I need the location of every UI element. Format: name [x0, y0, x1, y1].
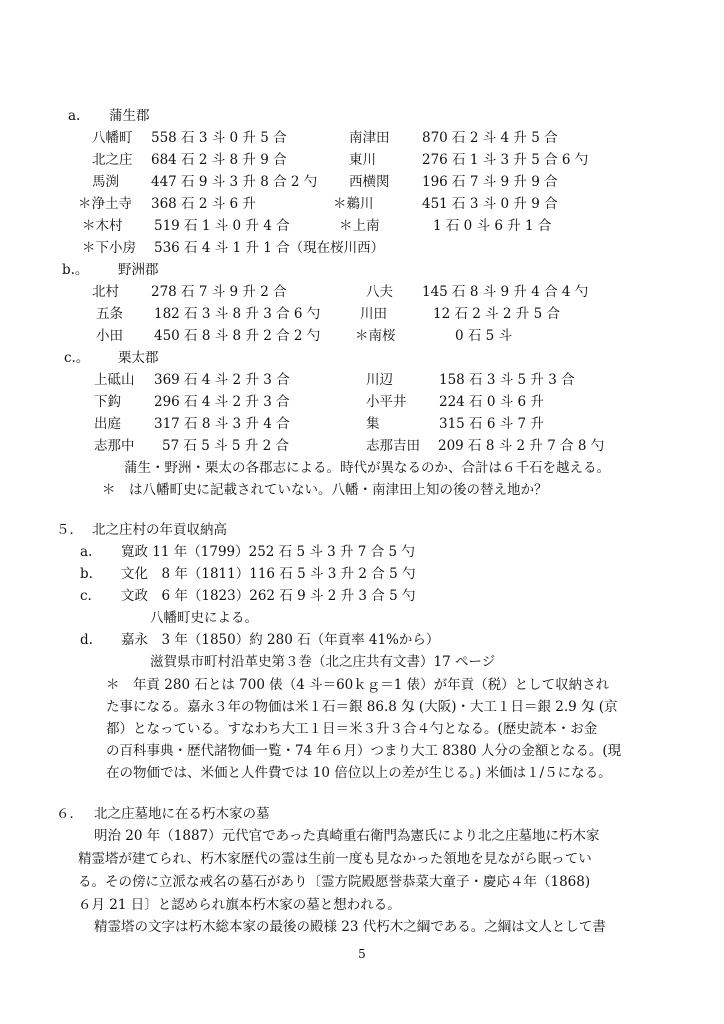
village-yield: 57 石 5 斗 5 升 2 合: [162, 438, 289, 454]
section-5-title: 北之庄村の年貢収納高: [92, 522, 227, 538]
village-yield: 317 石 8 斗 3 升 4 合: [154, 416, 290, 432]
village-yield: 536 石 4 斗 1 升 1 合（現在桜川西）: [154, 240, 385, 256]
list-item: 寛政 11 年（1799）252 石 5 斗 3 升 7 合 5 勺: [121, 544, 415, 560]
asterisk-note: ＊ は八幡町史に記載されていない。八幡・南津田上知の後の替え地か？: [102, 482, 548, 498]
paragraph-line: 精霊塔が建てられ、朽木家歴代の霊は生前一度も見なかった領地を見ながら眠ってい: [78, 851, 592, 867]
village-yield: 209 石 8 斗 2 升 7 合 8 勺: [438, 438, 605, 454]
section-b-title: 野洲郡: [118, 262, 159, 278]
village-yield: 368 石 2 斗 6 升: [151, 196, 256, 212]
village-name: 集: [366, 416, 380, 432]
village-yield: 451 石 3 斗 0 升 9 合: [422, 196, 558, 212]
section-5-number: ５．: [56, 522, 83, 538]
village-yield: 296 石 4 斗 2 升 3 合: [154, 394, 290, 410]
village-yield: 224 石 0 斗 6 升: [439, 394, 544, 410]
village-yield: 519 石 1 斗 0 升 4 合: [154, 218, 290, 234]
village-name: 川田: [360, 306, 387, 322]
paragraph-line: る。その傍に立派な戒名の墓石があり〔霊方院殿愿誉恭菜大童子・慶応４年（1868): [78, 874, 591, 890]
page-number: 5: [358, 947, 366, 961]
list-item: 文政 6 年（1823）262 石 9 斗 2 升 3 合 5 勺: [121, 588, 416, 604]
paragraph-line: ６月 21 日〕と認められ旗本朽木家の墓と想われる。: [78, 897, 401, 913]
village-yield: 276 石 1 斗 3 升 5 合 6 勺: [422, 152, 589, 168]
section-a-letter: a.: [68, 108, 81, 124]
paragraph-line: 在の物価では、米価と人件費では 10 倍位以上の差が生じる。) 米価は１/５になる。: [106, 765, 612, 781]
village-yield: 196 石 7 斗 9 升 9 合: [422, 174, 558, 190]
village-yield: 145 石 8 斗 9 升 4 合 4 勺: [422, 284, 589, 300]
village-name: ＊鵜川: [333, 196, 374, 212]
village-yield: 182 石 3 斗 8 升 3 合 6 勺: [154, 306, 321, 322]
list-item: 文化 8 年（1811）116 石 5 斗 3 升 2 合 5 勺: [121, 566, 416, 582]
village-name: 小田: [96, 328, 123, 344]
village-name: ＊下小房: [82, 240, 136, 256]
village-name: 上砥山: [94, 372, 135, 388]
section-6-number: ６．: [56, 806, 83, 822]
village-yield: 369 石 4 斗 2 升 3 合: [154, 372, 290, 388]
village-name: 南津田: [349, 130, 390, 146]
village-yield: 1 石 0 斗 6 升 1 合: [433, 218, 552, 234]
list-item-letter: d.: [80, 632, 93, 648]
section-6-title: 北之庄墓地に在る朽木家の墓: [94, 806, 270, 822]
village-yield: 12 石 2 斗 2 升 5 合: [433, 306, 560, 322]
paragraph-line: 明治 20 年（1887）元代官であった真崎重右衛門為憲氏により北之庄墓地に朽木家: [94, 828, 600, 844]
section-b-letter: b.。: [62, 262, 89, 278]
village-yield: 684 石 2 斗 8 升 9 合: [151, 152, 287, 168]
village-name: 小平井: [366, 394, 407, 410]
section-c-letter: c.。: [64, 350, 90, 366]
paragraph-line: ＊ 年貢 280 石とは 700 俵（4 斗＝60ｋｇ＝1 俵）が年貢（税）として収納され: [106, 677, 610, 693]
section-c-title: 栗太郡: [118, 350, 159, 366]
source-citation: 八幡町史による。: [150, 610, 258, 626]
village-name: 西横関: [349, 174, 390, 190]
village-name: 志那中: [94, 438, 135, 454]
village-yield: 0 石 5 斗: [455, 328, 513, 344]
village-yield: 558 石 3 斗 0 升 5 合: [151, 130, 287, 146]
village-yield: 450 石 8 斗 8 升 2 合 2 勺: [154, 328, 321, 344]
village-name: 八夫: [366, 284, 393, 300]
village-name: 北村: [92, 284, 119, 300]
source-citation: 滋賀県市町村沿革史第３巻（北之庄共有文書）17 ページ: [150, 654, 496, 670]
paragraph-line: 都）となっている。すなわち大工１日＝米３升３合４勺となる。(歴史読本・お金: [106, 721, 598, 737]
village-yield: 447 石 9 斗 3 升 8 合 2 勺: [151, 174, 318, 190]
village-name: 馬渕: [92, 174, 119, 190]
village-name: 東川: [349, 152, 376, 168]
village-yield: 315 石 6 斗 7 升: [439, 416, 544, 432]
paragraph-line: 精霊塔の文字は朽木総本家の最後の殿様 23 代朽木之綱である。之綱は文人として書: [94, 919, 606, 935]
list-item: 嘉永 3 年（1850）約 280 石（年貢率 41%から）: [121, 632, 440, 648]
village-name: ＊浄土寺: [78, 196, 132, 212]
list-item-letter: c.: [80, 588, 92, 604]
section-a-title: 蒲生郡: [109, 108, 150, 124]
village-name: 川辺: [366, 372, 393, 388]
village-yield: 158 石 3 斗 5 升 3 合: [439, 372, 575, 388]
village-yield: 278 石 7 斗 9 升 2 合: [151, 284, 287, 300]
village-name: 出庭: [94, 416, 121, 432]
village-name: 五条: [96, 306, 123, 322]
list-item-letter: b.: [80, 566, 93, 582]
paragraph-line: た事になる。嘉永３年の物価は米１石＝銀 86.8 匁 (大阪)・大工１日＝銀 2.9 匁 (京: [106, 699, 618, 715]
list-item-letter: a.: [80, 544, 93, 560]
village-name: 北之庄: [92, 152, 133, 168]
village-name: 八幡町: [92, 130, 133, 146]
village-name: ＊上南: [339, 218, 380, 234]
village-name: 下鈎: [94, 394, 121, 410]
village-name: ＊木村: [82, 218, 123, 234]
village-name: 志那吉田: [366, 438, 420, 454]
village-name: ＊南桜: [355, 328, 396, 344]
paragraph-line: の百科事典・歴代諸物価一覧・74 年６月）つまり大工 8380 人分の金額となる。(現: [106, 743, 622, 759]
source-note: 蒲生・野洲・栗太の各郡志による。時代が異なるのか、合計は６千石を越える。: [124, 460, 610, 476]
village-yield: 870 石 2 斗 4 升 5 合: [422, 130, 558, 146]
